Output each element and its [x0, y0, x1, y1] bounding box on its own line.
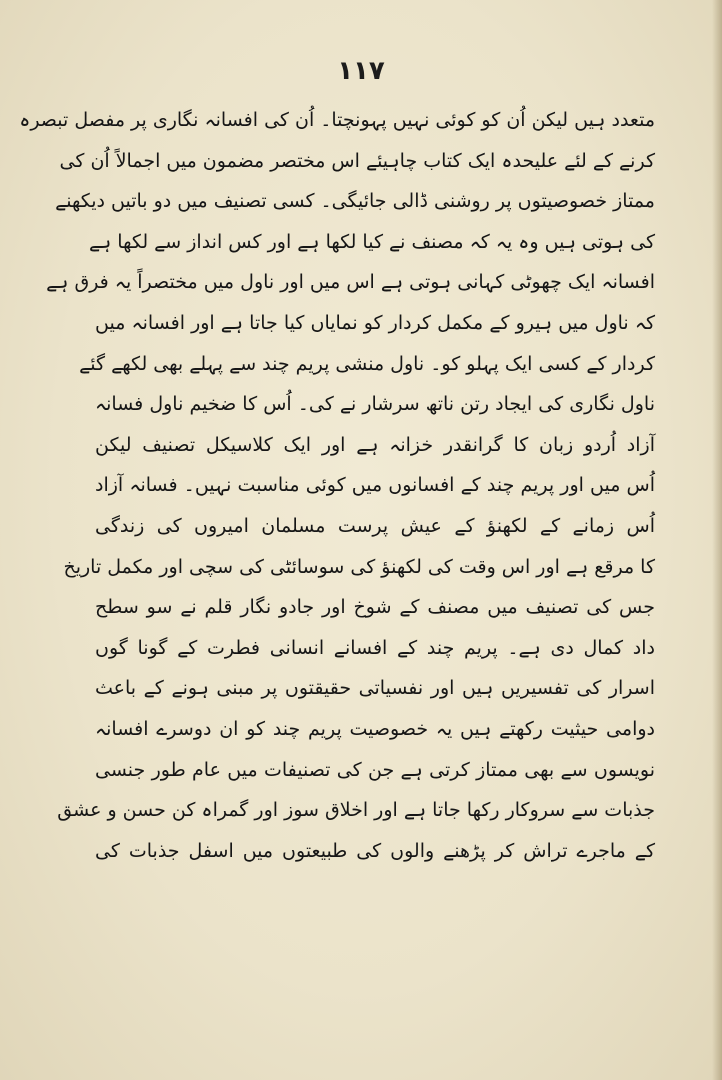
text-line: ممتاز خصوصیتوں پر روشنی ڈالی جائیگی۔ کسی تصنیف میں دو باتیں دیکھنے [55, 190, 655, 213]
page-number: ۱۱۷ [337, 56, 385, 86]
text-line: آزاد اُردو زبان کا گرانقدر خزانہ ہے اور ایک کلاسیکل تصنیف لیکن [95, 433, 655, 456]
text-line: کا مرقع ہے اور اس وقت کی لکھنؤ کی سوسائٹی کی سچی اور مکمل تاریخ [63, 555, 655, 578]
text-line: کی ہوتی ہیں وہ یہ کہ مصنف نے کیا لکھا ہے اور کس انداز سے لکھا ہے [88, 230, 655, 253]
text-line: ناول نگاری کی ایجاد رتن ناتھ سرشار نے کی۔ اُس کا ضخیم ناول فسانہ [95, 393, 655, 416]
text-line: متعدد ہیں لیکن اُن کو کوئی نہیں پہونچتا۔ اُن کی افسانہ نگاری پر مفصل تبصرہ [19, 109, 655, 131]
text-line: کرنے کے لئے علیحدہ ایک کتاب چاہیئے اس مختصر مضمون میں اجمالاً اُن کی [59, 149, 655, 172]
page-edge-shadow [712, 0, 722, 1080]
text-line: اُس میں اور پریم چند کے افسانوں میں کوئی مناسبت نہیں۔ فسانہ آزاد [95, 474, 655, 497]
text-line: جذبات سے سروکار رکھا جاتا ہے اور اخلاق سوز اور گمراہ کن حسن و عشق [57, 799, 655, 822]
text-line: کے ماجرے تراش کر پڑھنے والوں کی طبیعتوں میں اسفل جذبات کی [95, 839, 655, 862]
body-text [19, 100, 655, 871]
text-line: جس کی تصنیف میں مصنف کے شوخ اور جادو نگار قلم نے سو سطح [95, 596, 655, 619]
text-line: نویسوں سے بھی ممتاز کرتی ہے جن کی تصنیفات میں عام طور جنسی [95, 758, 655, 781]
text-line: داد کمال دی ہے۔ پریم چند کے افسانے انسانی فطرت کے گونا گوں [95, 636, 655, 659]
text-line: کہ ناول میں ہیرو کے مکمل کردار کو نمایاں کیا جاتا ہے اور افسانہ میں [95, 311, 655, 334]
text-line: اُس زمانے کے لکھنؤ کے عیش پرست مسلمان امیروں کی زندگی [95, 514, 655, 537]
text-line: کردار کے کسی ایک پہلو کو۔ ناول منشی پریم چند سے پہلے بھی لکھے گئے [79, 352, 655, 375]
text-line: دوامی حیثیت رکھتے ہیں یہ خصوصیت پریم چند کو ان دوسرے افسانہ [95, 717, 655, 740]
text-line: افسانہ ایک چھوٹی کہانی ہوتی ہے اس میں اور ناول میں مختصراً یہ فرق ہے [46, 271, 655, 294]
text-line: اسرار کی تفسیریں ہیں اور نفسیاتی حقیقتوں پر مبنی ہونے کے باعث [95, 677, 655, 700]
